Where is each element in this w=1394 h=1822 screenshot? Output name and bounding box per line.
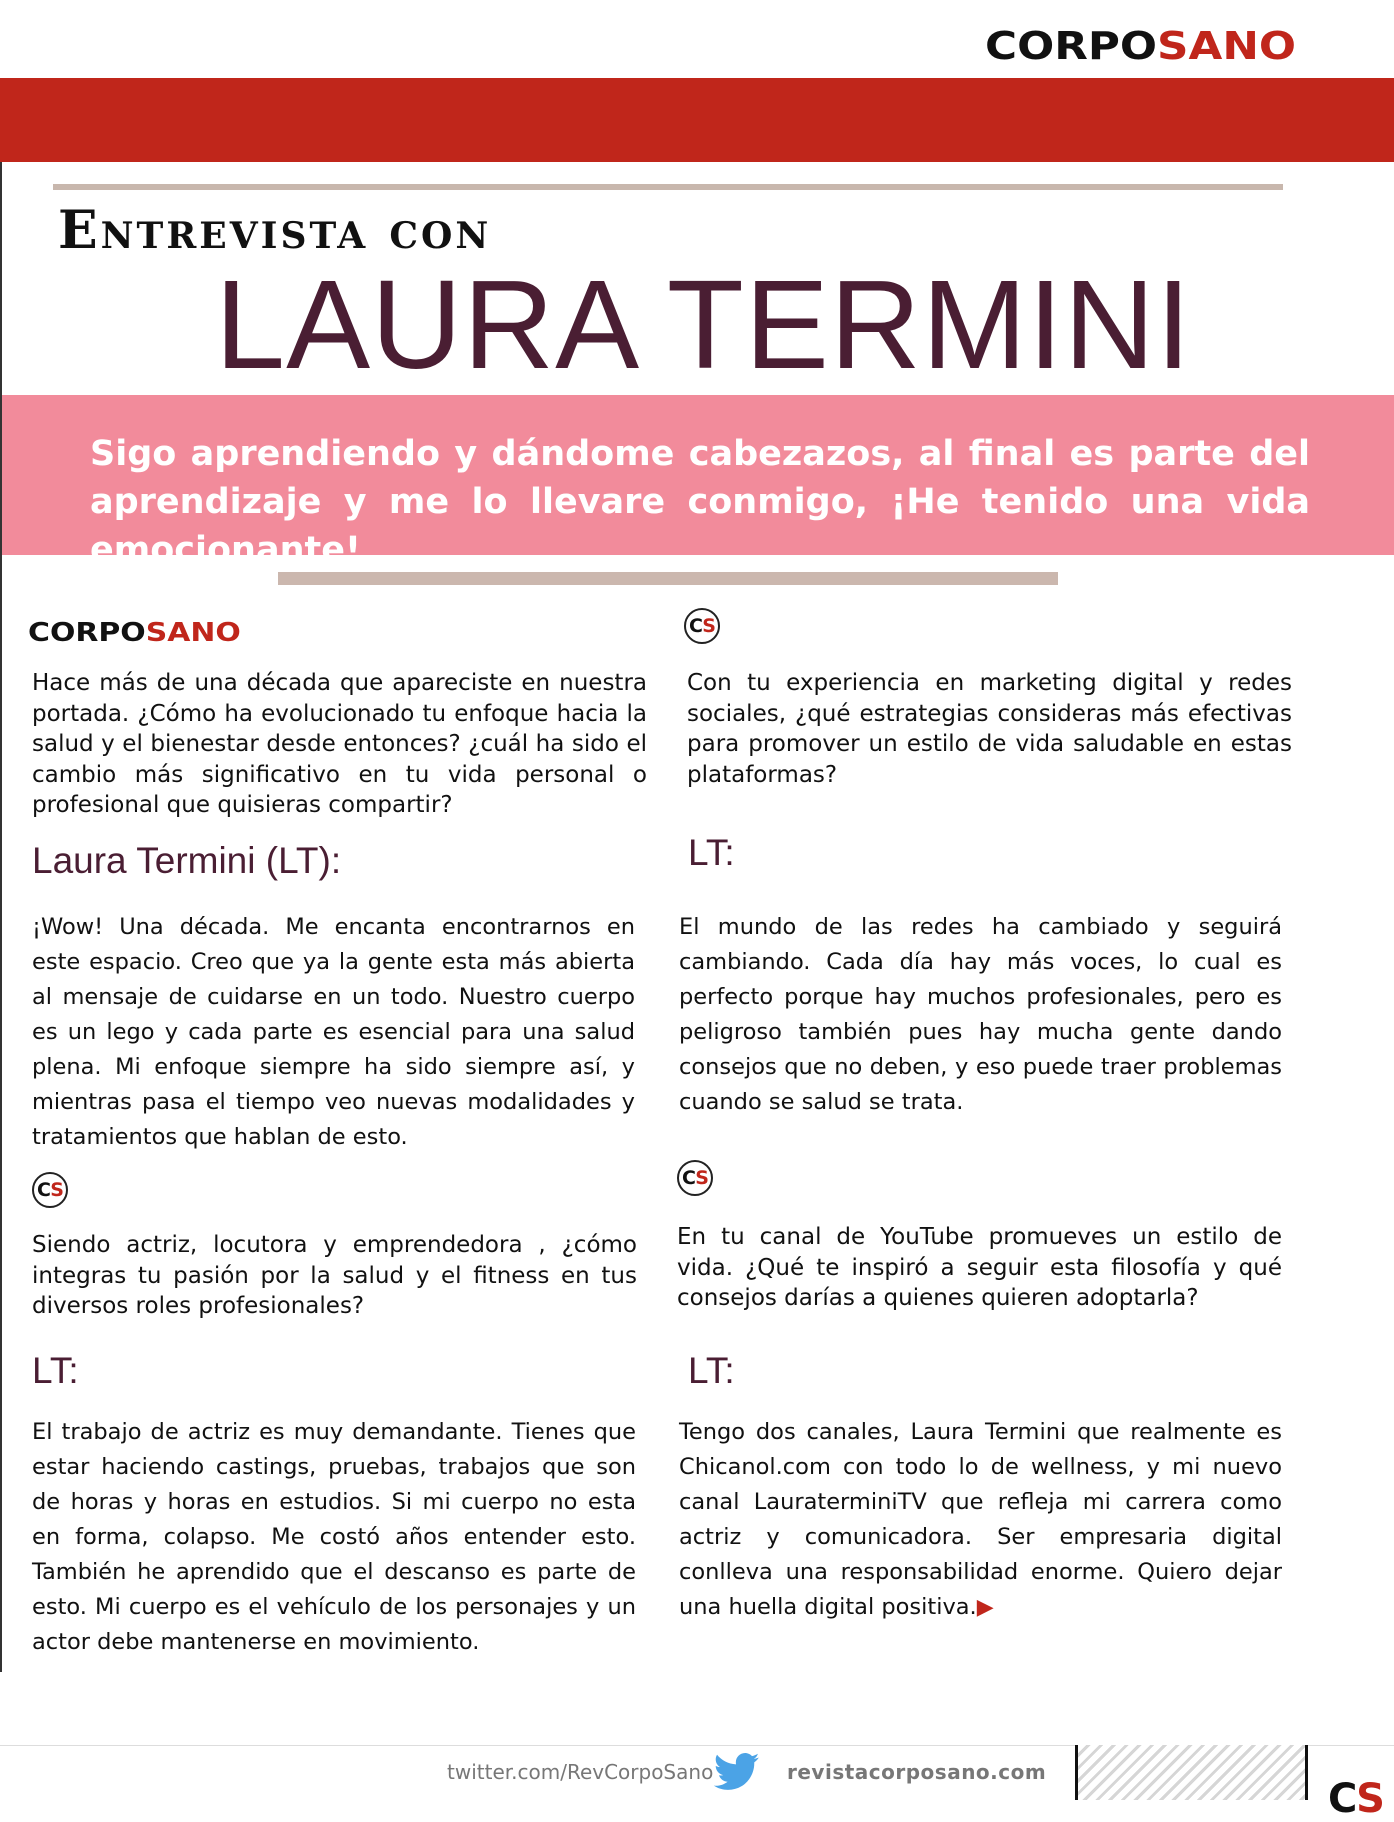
footer-stripe-panel	[1075, 1745, 1308, 1800]
header-divider	[53, 184, 1283, 190]
answer-1: ¡Wow! Una década. Me encanta encontrarnos en este espacio. Creo que ya la gente esta más abierta al mensaje de cuidarse en un todo. Nuestro cuerpo es un lego y cada parte es esencial para una salud plena. Mi enfoque siempre ha sido siempre así, y mientras pasa el tiempo veo nuevas modalidades y tratamientos que hablan de esto.	[32, 914, 635, 1150]
corposano-logo[interactable]: CORPOSANO	[985, 24, 1297, 68]
question-4: En tu canal de YouTube promueves un estilo de vida. ¿Qué te inspiró a seguir esta filosofía y qué consejos darías a quienes quieren adoptarla?	[677, 1224, 1282, 1311]
cs-badge-icon: CS	[677, 1160, 713, 1196]
corposano-logo-small: CORPOSANO	[28, 618, 241, 648]
pull-quote	[90, 430, 1310, 574]
page-left-edge	[0, 162, 2, 1672]
footer-cs-logo: CS	[1328, 1776, 1383, 1822]
twitter-bird-icon[interactable]	[714, 1752, 760, 1792]
question-2: Siendo actriz, locutora y emprendedora , ¿cómo integras tu pasión por la salud y el fitness en tus diversos roles profesionales?	[32, 1232, 637, 1319]
article-headline: LAURA TERMINI	[215, 254, 1192, 395]
footer-website-link[interactable]: revistacorposano.com	[787, 1760, 1047, 1784]
section-divider	[278, 572, 1058, 585]
answer-3: El mundo de las redes ha cambiado y seguirá cambiando. Cada día hay más voces, lo cual es perfecto porque hay muchos profesionales, pero es peligroso también pues hay mucha gente dando consejos que no deben, y eso puede traer problemas cuando se salud se trata.	[679, 914, 1282, 1115]
cs-badge-icon: CS	[32, 1172, 68, 1208]
pull-quote-line-1: Sigo aprendiendo y dándome cabezazos, al final es parte del	[90, 434, 1310, 474]
answer-4: Tengo dos canales, Laura Termini que realmente es Chicanol.com con todo lo de wellness, y mi nuevo canal LauraterminiTV que refleja mi carrera como actriz y comunicadora. Ser empresaria digital conlleva una responsabilidad enorme. Quiero dejar una huella digital positiva.▶	[679, 1419, 1282, 1620]
end-of-article-icon: ▶	[976, 1595, 994, 1620]
answer-3-label: LT:	[688, 832, 735, 873]
answer-2: El trabajo de actriz es muy demandante. Tienes que estar haciendo castings, pruebas, trabajos que son de horas y horas en estudios. Si mi cuerpo no esta en forma, colapso. Me costó años entender esto. También he aprendido que el descanso es parte de esto. Mi cuerpo es el vehículo de los personajes y un actor debe mantenerse en movimiento.	[32, 1419, 636, 1655]
pull-quote-line-2: aprendizaje y me lo llevare conmigo, ¡He tenido una vida emocionante!	[90, 482, 1310, 570]
article-kicker: Entrevista con	[58, 200, 492, 261]
question-3: Con tu experiencia en marketing digital y redes sociales, ¿qué estrategias consideras más efectivas para promover un estilo de vida saludable en estas plataformas?	[687, 670, 1292, 788]
footer-twitter-link[interactable]: twitter.com/RevCorpoSano	[447, 1760, 714, 1784]
answer-1-label: Laura Termini (LT):	[32, 840, 342, 881]
question-1: Hace más de una década que apareciste en nuestra portada. ¿Cómo ha evolucionado tu enfoque hacia la salud y el bienestar desde entonces? ¿cuál ha sido el cambio más significativo en tu vida personal o profesional que quisieras compartir?	[32, 670, 647, 818]
header-red-band	[0, 78, 1394, 162]
answer-2-label: LT:	[32, 1350, 79, 1391]
cs-badge-icon: CS	[684, 608, 720, 644]
answer-4-label: LT:	[688, 1350, 735, 1391]
